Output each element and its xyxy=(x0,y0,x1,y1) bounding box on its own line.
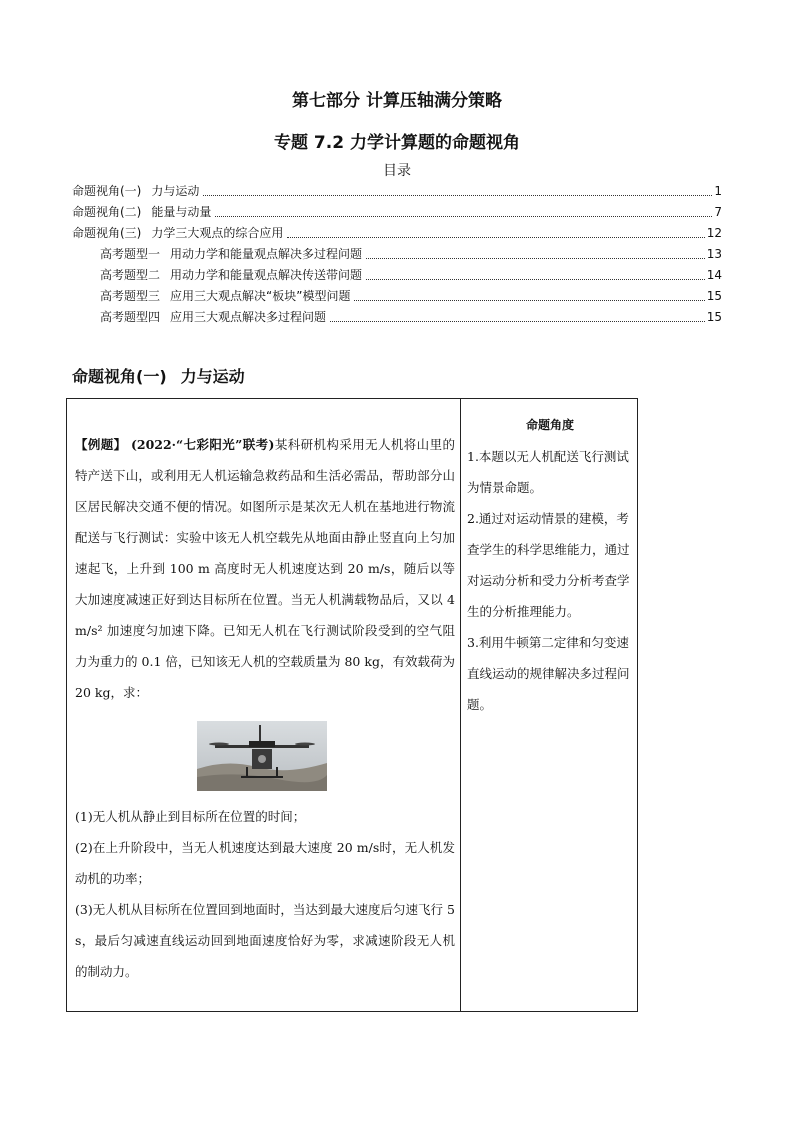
toc-leader-dots xyxy=(366,278,705,280)
section-title: 力与运动 xyxy=(180,367,245,386)
toc-page-number: 7 xyxy=(714,205,722,219)
toc-leader-dots xyxy=(354,299,704,301)
toc-page-number: 1 xyxy=(714,184,722,198)
toc-entry-label: 高考题型一 xyxy=(100,247,161,261)
toc-subentry[interactable] xyxy=(72,286,722,307)
toc-leader-dots xyxy=(287,236,704,238)
table-of-contents xyxy=(72,181,722,328)
toc-entry-label: 高考题型三 xyxy=(100,289,161,303)
toc-entry-label: 命题视角(三) xyxy=(72,226,142,240)
example-problem xyxy=(75,429,455,708)
toc-entry-label: 命题视角(二) xyxy=(72,205,142,219)
topic-title: 专题 7.2 力学计算题的命题视角 xyxy=(274,133,520,153)
toc-subentry[interactable] xyxy=(72,244,722,265)
proposition-angle-point: 1.本题以无人机配送飞行测试为情景命题。 xyxy=(467,449,629,495)
toc-entry-title: 能量与动量 xyxy=(151,205,212,219)
toc-entry-label: 高考题型四 xyxy=(100,310,161,324)
question-item: (2)在上升阶段中，当无人机速度达到最大速度 20 m/s时，无人机发动机的功率； xyxy=(75,840,455,886)
proposition-angle-point: 3.利用牛顿第二定律和匀变速直线运动的规律解决多过程问题。 xyxy=(467,635,630,712)
proposition-angle-column xyxy=(467,413,633,720)
toc-entry-title: 用动力学和能量观点解决多过程问题 xyxy=(170,247,363,261)
example-body: 某科研机构采用无人机将山里的特产送下山，或利用无人机运输急救药品和生活必需品，帮助部分山区居民解决交通不便的情况。如图所示是某次无人机在基地进行物流配送与飞行测试：实验中该无人机空载先从地面由静止竖直向上匀加速起飞，上升到 100 m 高度时无人机速度达到 20 m/s，随后以等大加速度减速正好到达目标所在位置。当无人机满载物品后，又以 4 m/s² 加速度匀加速下降。已知无人机在飞行测试阶段受到的空气阻力为重力的 0.1 倍，已知该无人机的空载质量为 80 kg，有效载荷为 20 kg，求： xyxy=(75,437,455,700)
proposition-angle-title: 命题角度 xyxy=(525,418,574,432)
toc-leader-dots xyxy=(215,215,712,217)
toc-entry[interactable] xyxy=(72,223,722,244)
toc-page-number: 13 xyxy=(706,247,722,261)
toc-entry-title: 应用三大观点解决“板块”模型问题 xyxy=(170,289,351,303)
example-text-paragraph xyxy=(75,429,455,708)
question-list xyxy=(75,801,455,987)
toc-entry-title: 力与运动 xyxy=(151,184,200,198)
column-divider xyxy=(460,399,461,1011)
example-source: (2022·“七彩阳光”联考) xyxy=(130,437,275,452)
toc-entry[interactable] xyxy=(72,181,722,202)
toc-entry-label: 高考题型二 xyxy=(100,268,161,282)
toc-entry[interactable] xyxy=(72,202,722,223)
proposition-angle-point: 2.通过对运动情景的建模，考查学生的科学思维能力，通过对运动分析和受力分析考查学生的分析推理能力。 xyxy=(467,511,630,619)
toc-page-number: 15 xyxy=(706,310,722,324)
toc-entry-title: 应用三大观点解决多过程问题 xyxy=(170,310,327,324)
section-heading xyxy=(72,364,245,387)
toc-page-number: 14 xyxy=(706,268,722,282)
example-table xyxy=(66,398,638,1012)
toc-leader-dots xyxy=(366,257,705,259)
drone-photo xyxy=(197,721,327,791)
section-label: 命题视角(一) xyxy=(72,367,167,386)
example-tag: 【例题】 xyxy=(75,437,127,452)
question-item: (3)无人机从目标所在位置回到地面时，当达到最大速度后匀速飞行 5 s，最后匀减速直线运动回到地面速度恰好为零，求减速阶段无人机的制动力。 xyxy=(75,902,455,979)
toc-leader-dots xyxy=(330,320,705,322)
toc-heading: 目录 xyxy=(383,163,411,179)
toc-entry-title: 力学三大观点的综合应用 xyxy=(151,226,284,240)
toc-entry-title: 用动力学和能量观点解决传送带问题 xyxy=(170,268,363,282)
toc-subentry[interactable] xyxy=(72,265,722,286)
toc-page-number: 12 xyxy=(706,226,722,240)
question-item: (1)无人机从静止到目标所在位置的时间； xyxy=(75,809,306,824)
toc-leader-dots xyxy=(203,194,712,196)
part-title: 第七部分 计算压轴满分策略 xyxy=(292,91,502,111)
toc-entry-label: 命题视角(一) xyxy=(72,184,142,198)
toc-page-number: 15 xyxy=(706,289,722,303)
toc-subentry[interactable] xyxy=(72,307,722,328)
